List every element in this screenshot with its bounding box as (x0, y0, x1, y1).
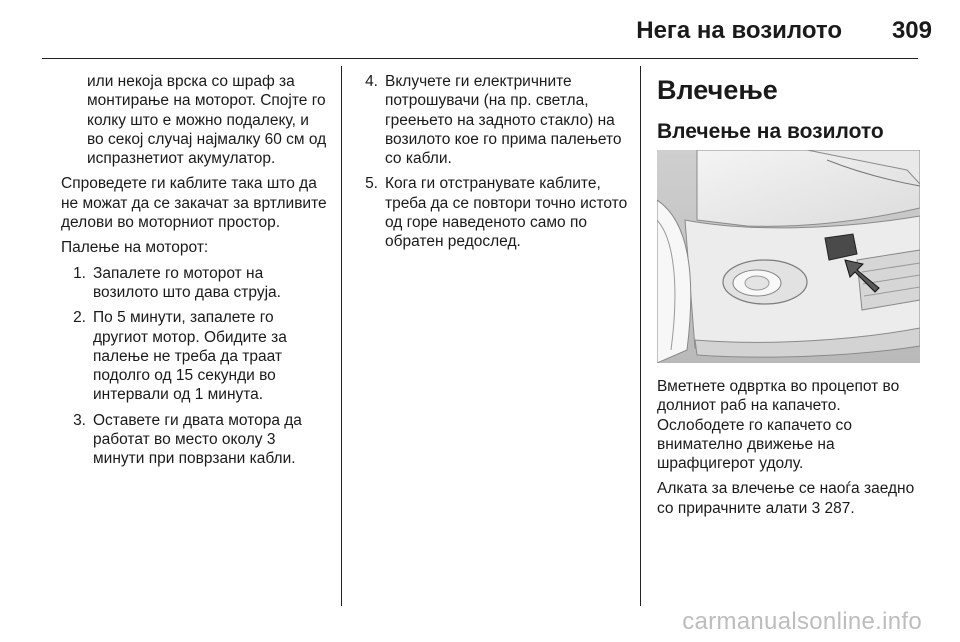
continued-paragraph: или некоја врска со шраф за монтирање на моторот. Спојте го колку што е можно подалеку, и во секој случај најмалку 60 см од испразнетиот акумулатор. (87, 73, 327, 168)
list-item (66, 308, 329, 404)
screwdriver-instruction: Вметнете одвртка во процепот во долниот раб на капачето. Ослободете го капачето со внимателно движење на шрафцигерот удолу. (657, 378, 900, 473)
step-text: Оставете ги двата мотора да работат во место околу 3 минути при поврзани кабли. (93, 411, 302, 468)
step-number: 1. (73, 264, 86, 282)
section-subheading: Влечење на возилото (657, 120, 884, 143)
page-header-title: Нега на возилото (636, 17, 842, 44)
step-list (61, 264, 329, 469)
column-divider-2 (640, 66, 641, 606)
towing-eye-location (657, 479, 925, 518)
step-text: По 5 минути, запалете го другиот мотор. Обидите за палење не треба да траат подолго од 15 секунди во интервали од 1 минута. (93, 309, 287, 404)
list-item (358, 174, 628, 251)
step-number: 5. (365, 175, 378, 193)
towing-cover-illustration (657, 150, 920, 363)
column-3 (657, 74, 925, 145)
list-item (358, 72, 628, 168)
page-reference: 287. (824, 499, 855, 517)
column-1 (61, 72, 329, 475)
cable-routing-paragraph: Спроведете ги каблите така што да не можат да се закачат за вртливите делови во моторниот простор. (61, 175, 327, 232)
section-heading: Влечење (657, 75, 778, 105)
step-text: Запалете го моторот на возилото што дава струја. (93, 264, 281, 301)
step-number: 2. (73, 309, 86, 327)
column-divider-1 (341, 66, 342, 606)
column-2 (358, 72, 628, 258)
header-rule (42, 58, 918, 59)
engine-start-intro: Палење на моторот: (61, 239, 209, 257)
column-3-body (657, 377, 925, 524)
towing-eye-text: Алката за влечење се наоѓа заедно со прирачните алати (657, 480, 915, 517)
step-number: 4. (365, 73, 378, 90)
list-item (66, 411, 329, 469)
step-text: Кога ги отстранувате каблите, треба да се повтори точно истото од горе наведеното само по обратен редослед. (385, 175, 628, 251)
page-number: 309 (891, 17, 932, 44)
list-item (66, 264, 329, 303)
step-number: 3. (73, 411, 86, 429)
page-reference-arrow-icon: 3 (811, 499, 821, 517)
watermark: carmanualsonline.info (682, 608, 922, 635)
step-text: Вклучете ги електричните потрошувачи (на пр. светла, греењето на задното стакло) на возилото кое го прима палењето со кабли. (385, 73, 622, 168)
